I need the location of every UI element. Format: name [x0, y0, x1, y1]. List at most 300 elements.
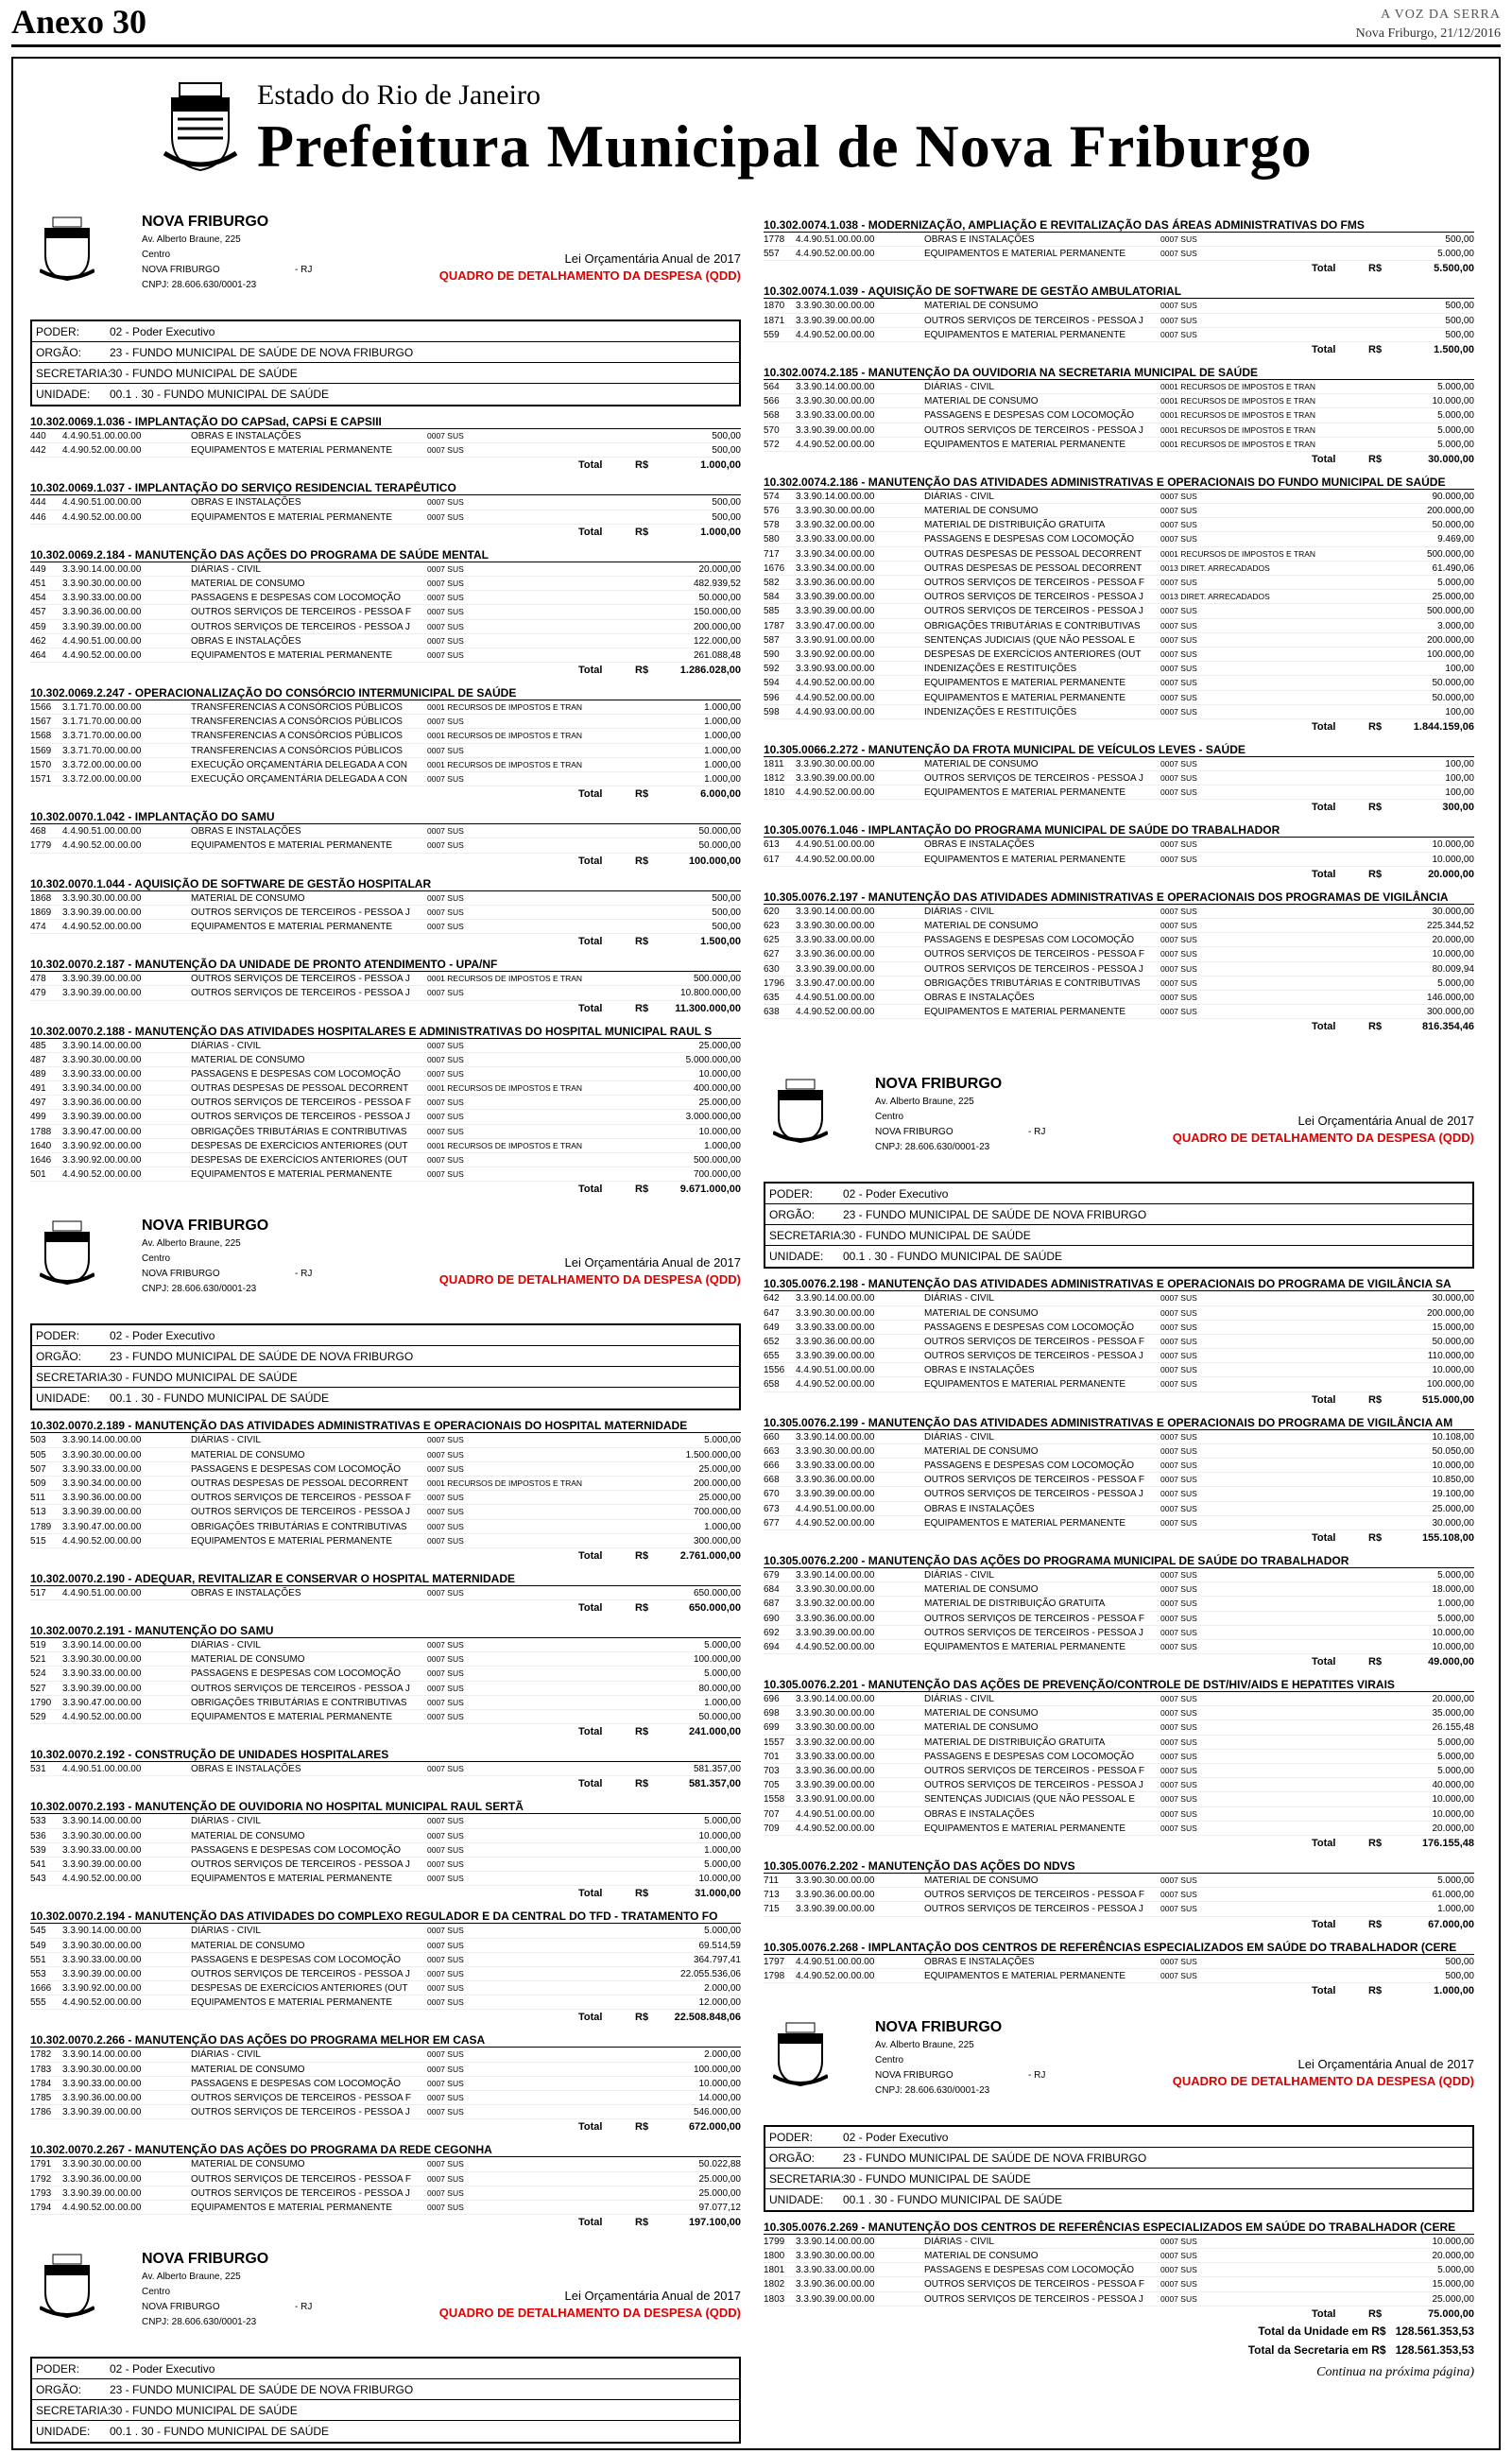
row-code: 4.4.90.52.00.00.00 — [796, 439, 875, 450]
org-district: Centro — [142, 2287, 171, 2298]
row-code: 3.1.71.70.00.00.00 — [62, 702, 142, 714]
row-source: 0007 SUS — [1160, 329, 1197, 339]
table-row — [30, 1039, 741, 1053]
table-row — [764, 705, 1474, 719]
total-value: 31.000,00 — [695, 1888, 741, 1900]
box-label-poder: PODER: — [769, 1187, 814, 1201]
total-value: 1.844.159,06 — [1413, 720, 1474, 733]
box-row-secretaria — [32, 2400, 739, 2421]
row-ficha: 509 — [30, 1478, 46, 1489]
org-district: Centro — [875, 2054, 904, 2065]
row-description: EQUIPAMENTOS E MATERIAL PERMANENTE — [924, 1641, 1125, 1652]
table-row — [764, 1377, 1474, 1391]
row-source: 0007 SUS — [1160, 1708, 1197, 1719]
program-title: 10.305.0076.2.269 - MANUTENÇÃO DOS CENTROS DE REFERÊNCIAS ESPECIALIZADOS EM SAÚDE DO TRABALHADOR (CERE — [764, 2220, 1474, 2235]
row-value: 500,00 — [1445, 301, 1474, 312]
row-ficha: 440 — [30, 431, 46, 441]
lei-orcamentaria: Lei Orçamentária Anual de 2017 — [1297, 2056, 1474, 2071]
program-block — [30, 2032, 741, 2134]
row-description: OUTROS SERVIÇOS DE TERCEIROS - PESSOA F — [924, 578, 1145, 588]
row-code: 4.4.90.52.00.00.00 — [796, 329, 875, 340]
row-description: MATERIAL DE CONSUMO — [191, 1449, 305, 1460]
row-description: EQUIPAMENTOS E MATERIAL PERMANENTE — [924, 854, 1125, 865]
table-row — [764, 919, 1474, 933]
program-title: 10.302.0074.2.186 - MANUTENÇÃO DAS ATIVIDADES ADMINISTRATIVAS E OPERACIONAIS DO FUNDO MUNICIPAL DE SAÚDE — [764, 475, 1474, 490]
row-description: MATERIAL DE CONSUMO — [924, 758, 1039, 769]
row-ficha: 711 — [764, 1875, 779, 1886]
row-code: 3.3.90.30.00.00.00 — [62, 892, 142, 904]
row-description: DIÁRIAS - CIVIL — [924, 1569, 994, 1581]
unit-info-box — [764, 1182, 1474, 1269]
table-row — [30, 824, 741, 838]
row-ficha: 1868 — [30, 892, 52, 904]
box-row-unidade — [32, 1388, 739, 1408]
annex-title: Anexo 30 — [11, 3, 146, 41]
row-code: 4.4.90.52.00.00.00 — [62, 649, 142, 661]
row-source: 0007 SUS — [427, 1874, 464, 1884]
program-total — [30, 1001, 741, 1016]
row-source: 0007 SUS — [427, 840, 464, 851]
row-value: 10.000,00 — [1432, 1794, 1474, 1806]
row-ficha: 555 — [30, 1997, 46, 2009]
row-value: 25.000,00 — [1432, 2293, 1474, 2305]
row-source: 0007 SUS — [427, 1764, 464, 1774]
row-value: 61.490,06 — [1432, 562, 1474, 574]
row-code: 4.4.90.52.00.00.00 — [62, 445, 142, 457]
table-row — [30, 1125, 741, 1139]
row-code: 3.3.90.36.00.00.00 — [796, 949, 875, 960]
row-description: TRANSFERENCIAS A CONSÓRCIOS PÚBLICOS — [191, 702, 403, 714]
row-code: 3.3.90.39.00.00.00 — [796, 315, 875, 326]
total-label: Total — [578, 459, 603, 472]
currency-label: R$ — [1368, 263, 1383, 275]
org-address: Av. Alberto Braune, 225 — [142, 234, 241, 245]
table-row — [30, 634, 741, 648]
org-name: NOVA FRIBURGO — [142, 1218, 269, 1235]
box-row-secretaria — [32, 363, 739, 384]
table-row — [764, 1473, 1474, 1487]
row-source: 0007 SUS — [427, 2202, 464, 2212]
row-source: 0007 SUS — [427, 2064, 464, 2074]
row-source: 0007 SUS — [1160, 634, 1197, 645]
row-description: EQUIPAMENTOS E MATERIAL PERMANENTE — [191, 445, 392, 457]
box-row-poder — [765, 2127, 1472, 2148]
row-code: 3.3.72.00.00.00.00 — [62, 774, 142, 785]
program-total — [30, 2119, 741, 2134]
row-value: 500,00 — [712, 431, 741, 441]
row-description: DIÁRIAS - CIVIL — [191, 563, 261, 575]
table-row — [30, 1652, 741, 1667]
row-value: 22.055.536,06 — [680, 1968, 741, 1979]
row-value: 500,00 — [712, 921, 741, 932]
table-row — [764, 947, 1474, 961]
row-value: 12.000,00 — [698, 1997, 741, 2009]
program-total — [764, 342, 1474, 357]
unit-info-box — [30, 2357, 741, 2444]
table-row — [30, 2157, 741, 2171]
row-source: 0007 SUS — [1160, 664, 1197, 674]
row-ficha: 592 — [764, 664, 780, 675]
row-description: DIÁRIAS - CIVIL — [191, 1640, 261, 1651]
org-cnpj: CNPJ: 28.606.630/0001-23 — [875, 2084, 990, 2096]
row-description: PASSAGENS E DESPESAS COM LOCOMOÇÃO — [924, 1460, 1135, 1471]
row-source: 0007 SUS — [427, 649, 464, 660]
total-unidade — [764, 2322, 1474, 2341]
row-ficha: 660 — [764, 1431, 780, 1443]
row-description: OUTROS SERVIÇOS DE TERCEIROS - PESSOA J — [191, 907, 410, 918]
box-label-orgao: ORGÃO: — [769, 1208, 816, 1222]
row-value: 30.000,00 — [1432, 1293, 1474, 1305]
box-label-unidade: UNIDADE: — [769, 1250, 824, 1264]
program-total — [30, 458, 741, 473]
program-block — [30, 1571, 741, 1616]
row-source: 0013 DIRET. ARRECADADOS — [1160, 592, 1270, 602]
row-ficha: 1571 — [30, 774, 52, 785]
row-value: 500,00 — [712, 907, 741, 918]
row-ficha: 584 — [764, 592, 780, 603]
row-ficha: 1812 — [764, 773, 785, 785]
total-value: 22.508.848,06 — [674, 2012, 741, 2024]
program-total — [764, 1392, 1474, 1408]
program-block — [30, 809, 741, 868]
row-ficha: 1778 — [764, 234, 785, 245]
table-row — [30, 1667, 741, 1681]
table-row — [30, 1939, 741, 1953]
row-code: 3.3.90.14.00.00.00 — [62, 1435, 142, 1446]
program-total — [30, 1886, 741, 1901]
row-source: 0007 SUS — [427, 1155, 464, 1165]
row-source: 0007 SUS — [1160, 1875, 1197, 1885]
row-code: 4.4.90.52.00.00.00 — [796, 1007, 875, 1018]
table-row — [764, 1969, 1474, 1983]
box-value-secretaria: 30 - FUNDO MUNICIPAL DE SAÚDE — [110, 1371, 298, 1385]
row-ficha: 635 — [764, 992, 780, 1003]
total-label: Total — [578, 1602, 603, 1615]
row-description: MATERIAL DE CONSUMO — [924, 2251, 1039, 2262]
row-value: 225.344,52 — [1426, 921, 1474, 931]
row-code: 3.3.90.30.00.00.00 — [796, 2251, 875, 2262]
row-code: 3.3.90.14.00.00.00 — [62, 563, 142, 575]
table-row — [30, 1081, 741, 1096]
total-label: Total — [578, 665, 603, 677]
total-value: 300,00 — [1442, 802, 1474, 814]
row-ficha: 696 — [764, 1694, 780, 1705]
row-code: 4.4.90.51.00.00.00 — [796, 1956, 875, 1967]
box-label-secretaria: SECRETARIA: — [36, 2404, 112, 2418]
row-ficha: 709 — [764, 1823, 780, 1834]
table-row — [764, 853, 1474, 867]
program-block — [764, 890, 1474, 1035]
row-code: 4.4.90.52.00.00.00 — [796, 854, 875, 865]
row-ficha: 444 — [30, 497, 46, 509]
currency-label: R$ — [1368, 453, 1383, 465]
table-row — [764, 1321, 1474, 1335]
total-value: 1.500,00 — [1434, 343, 1474, 355]
table-row — [30, 1829, 741, 1843]
row-value: 1.000,00 — [704, 731, 741, 742]
row-code: 3.3.90.33.00.00.00 — [796, 935, 875, 946]
lei-orcamentaria: Lei Orçamentária Anual de 2017 — [564, 2289, 741, 2304]
org-cnpj: CNPJ: 28.606.630/0001-23 — [142, 1284, 257, 1295]
box-row-orgao — [765, 1204, 1472, 1225]
row-code: 3.3.90.36.00.00.00 — [796, 2279, 875, 2290]
row-ficha: 570 — [764, 424, 780, 436]
row-description: OBRIGAÇÕES TRIBUTÁRIAS E CONTRIBUTIVAS — [924, 977, 1141, 989]
row-source: 0007 SUS — [427, 593, 464, 603]
program-title: 10.302.0070.2.188 - MANUTENÇÃO DAS ATIVIDADES HOSPITALARES E ADMINISTRATIVAS DO HOSPITAL MUNICIPAL RAUL S — [30, 1024, 741, 1039]
table-row — [764, 1955, 1474, 1969]
total-label: Total — [1312, 453, 1336, 465]
row-value: 500,00 — [712, 445, 741, 457]
box-row-orgao — [32, 2379, 739, 2400]
row-description: OBRAS E INSTALAÇÕES — [191, 497, 301, 509]
table-row — [30, 429, 741, 443]
box-value-orgao: 23 - FUNDO MUNICIPAL DE SAÚDE DE NOVA FRIBURGO — [843, 1208, 1147, 1222]
row-source: 0007 SUS — [427, 1654, 464, 1665]
row-code: 3.3.90.91.00.00.00 — [796, 1794, 875, 1806]
row-value: 1.000,00 — [704, 702, 741, 714]
table-row — [30, 1872, 741, 1886]
unit-info-box — [30, 1323, 741, 1410]
org-crest-icon — [40, 2253, 94, 2321]
row-source: 0007 SUS — [1160, 949, 1197, 959]
table-row — [764, 247, 1474, 261]
currency-label: R$ — [1368, 1984, 1383, 1996]
currency-label: R$ — [635, 2217, 649, 2229]
row-ficha: 705 — [764, 1780, 780, 1791]
row-code: 3.3.90.30.00.00.00 — [62, 2064, 142, 2075]
program-total — [764, 1983, 1474, 1998]
row-value: 1.000,00 — [704, 774, 741, 785]
row-description: EQUIPAMENTOS E MATERIAL PERMANENTE — [191, 649, 392, 661]
row-source: 0001 RECURSOS DE IMPOSTOS E TRAN — [427, 731, 583, 741]
row-ficha: 1784 — [30, 2078, 52, 2089]
row-code: 3.3.90.33.00.00.00 — [62, 1844, 142, 1856]
row-code: 3.3.90.91.00.00.00 — [796, 634, 875, 646]
row-description: TRANSFERENCIAS A CONSÓRCIOS PÚBLICOS — [191, 745, 403, 756]
total-value: 30.000,00 — [1428, 453, 1474, 465]
unit-info-box — [764, 2125, 1474, 2212]
row-code: 3.3.90.14.00.00.00 — [62, 1816, 142, 1827]
row-value: 500,00 — [1445, 1956, 1474, 1967]
row-ficha: 568 — [764, 410, 780, 422]
row-source: 0007 SUS — [427, 1830, 464, 1840]
prefeitura-name: Prefeitura Municipal de Nova Friburgo — [257, 112, 1313, 180]
org-uf: - RJ — [295, 265, 313, 275]
table-row — [30, 1534, 741, 1548]
org-uf: - RJ — [1028, 1127, 1046, 1138]
table-row — [764, 786, 1474, 800]
org-cnpj: CNPJ: 28.606.630/0001-23 — [142, 280, 257, 290]
row-value: 700.000,00 — [693, 1169, 741, 1181]
row-description: SENTENÇAS JUDICIAIS (QUE NÃO PESSOAL E — [924, 634, 1136, 646]
total-label: Total — [1312, 720, 1336, 733]
row-value: 50.000,00 — [1432, 1336, 1474, 1347]
box-value-secretaria: 30 - FUNDO MUNICIPAL DE SAÚDE — [110, 2404, 298, 2418]
row-value: 5.000,00 — [704, 1668, 741, 1680]
table-row — [30, 1967, 741, 1981]
box-label-poder: PODER: — [769, 2130, 814, 2144]
row-code: 3.3.90.33.00.00.00 — [62, 2078, 142, 2089]
row-source: 0007 SUS — [427, 1507, 464, 1517]
currency-label: R$ — [635, 1602, 649, 1615]
row-ficha: 613 — [764, 839, 780, 851]
row-description: MATERIAL DE CONSUMO — [924, 921, 1039, 931]
row-code: 3.3.90.39.00.00.00 — [62, 1112, 142, 1123]
table-row — [30, 700, 741, 715]
row-ficha: 1871 — [764, 315, 785, 326]
table-row — [764, 1792, 1474, 1806]
row-description: EQUIPAMENTOS E MATERIAL PERMANENTE — [924, 787, 1125, 799]
row-source: 0001 RECURSOS DE IMPOSTOS E TRAN — [1160, 439, 1316, 449]
row-source: 0007 SUS — [1160, 1694, 1197, 1704]
table-row — [30, 1505, 741, 1519]
row-description: PASSAGENS E DESPESAS COM LOCOMOÇÃO — [191, 1463, 402, 1475]
row-description: OBRAS E INSTALAÇÕES — [924, 1503, 1035, 1514]
row-source: 0007 SUS — [427, 1697, 464, 1707]
row-code: 3.3.90.14.00.00.00 — [796, 381, 875, 392]
total-label: Total — [1312, 1918, 1336, 1930]
program-total — [764, 1654, 1474, 1669]
program-block — [30, 480, 741, 539]
box-row-poder — [32, 321, 739, 342]
program-title: 10.302.0070.2.194 - MANUTENÇÃO DAS ATIVIDADES DO COMPLEXO REGULADOR E DA CENTRAL DO TFD - TRATAMENTO FO — [30, 1909, 741, 1924]
program-title: 10.302.0070.2.192 - CONSTRUÇÃO DE UNIDADES HOSPITALARES — [30, 1747, 741, 1762]
row-value: 110.000,00 — [1427, 1351, 1474, 1362]
table-row — [30, 1981, 741, 1996]
row-value: 15.000,00 — [1432, 1322, 1474, 1333]
city-crest-icon — [163, 79, 238, 174]
row-value: 50.000,00 — [1432, 520, 1474, 531]
row-value: 122.000,00 — [693, 635, 741, 647]
table-row — [764, 1736, 1474, 1750]
row-code: 3.3.90.39.00.00.00 — [796, 1780, 875, 1791]
row-value: 30.000,00 — [1432, 906, 1474, 917]
row-source: 0007 SUS — [1160, 249, 1197, 259]
box-value-orgao: 23 - FUNDO MUNICIPAL DE SAÚDE DE NOVA FRIBURGO — [843, 2151, 1147, 2165]
total-label: Total — [578, 855, 603, 867]
row-source: 0007 SUS — [427, 774, 464, 784]
row-description: EQUIPAMENTOS E MATERIAL PERMANENTE — [924, 678, 1125, 689]
row-description: OUTROS SERVIÇOS DE TERCEIROS - PESSOA J — [924, 963, 1143, 975]
row-value: 5.000,00 — [704, 1926, 741, 1937]
table-row — [30, 2172, 741, 2186]
program-title: 10.302.0070.2.193 - MANUTENÇÃO DE OUVIDORIA NO HOSPITAL MUNICIPAL RAUL SERTÃ — [30, 1799, 741, 1814]
row-value: 25.000,00 — [698, 1463, 741, 1475]
right-column — [764, 210, 1474, 2380]
table-row — [764, 838, 1474, 852]
program-list — [764, 217, 1474, 1034]
row-value: 10.000,00 — [698, 1068, 741, 1080]
currency-label: R$ — [1368, 868, 1383, 880]
row-ficha: 491 — [30, 1083, 46, 1095]
row-source: 0007 SUS — [427, 578, 464, 588]
org-name: NOVA FRIBURGO — [875, 1076, 1003, 1093]
row-source: 0007 SUS — [427, 1668, 464, 1679]
row-ficha: 1803 — [764, 2293, 785, 2305]
row-value: 25.000,00 — [698, 2187, 741, 2199]
row-description: EQUIPAMENTOS E MATERIAL PERMANENTE — [191, 2202, 392, 2213]
row-description: EQUIPAMENTOS E MATERIAL PERMANENTE — [924, 1517, 1125, 1529]
total-value: 515.000,00 — [1421, 1393, 1474, 1406]
total-label: Total — [1312, 263, 1336, 275]
row-source: 0007 SUS — [1160, 1808, 1197, 1819]
total-value: 155.108,00 — [1421, 1531, 1474, 1544]
row-source: 0007 SUS — [1160, 1794, 1197, 1805]
row-ficha: 1798 — [764, 1970, 785, 1981]
row-description: OUTROS SERVIÇOS DE TERCEIROS - PESSOA F — [924, 1890, 1145, 1901]
row-value: 1.000,00 — [1437, 1904, 1474, 1915]
row-source: 0007 SUS — [427, 635, 464, 646]
row-ficha: 1793 — [30, 2187, 52, 2199]
newspaper-header — [11, 4, 1501, 47]
row-description: OUTROS SERVIÇOS DE TERCEIROS - PESSOA F — [191, 2173, 412, 2185]
row-source: 0007 SUS — [1160, 506, 1197, 516]
program-block — [764, 2220, 1474, 2322]
row-ficha: 1779 — [30, 840, 52, 852]
total-value: 9.671.000,00 — [679, 1184, 741, 1196]
row-code: 3.3.90.33.00.00.00 — [796, 410, 875, 422]
program-title: 10.302.0070.1.042 - IMPLANTAÇÃO DO SAMU — [30, 809, 741, 824]
row-value: 30.000,00 — [1432, 1517, 1474, 1529]
row-ficha: 505 — [30, 1449, 46, 1460]
row-code: 4.4.90.52.00.00.00 — [796, 1379, 875, 1391]
row-code: 4.4.90.51.00.00.00 — [62, 1587, 142, 1599]
row-source: 0007 SUS — [1160, 648, 1197, 659]
row-value: 50.000,00 — [698, 593, 741, 604]
program-block — [30, 1799, 741, 1901]
program-block — [764, 742, 1474, 816]
org-city: NOVA FRIBURGO — [142, 265, 220, 275]
row-description: OUTROS SERVIÇOS DE TERCEIROS - PESSOA F — [191, 1097, 412, 1109]
row-ficha: 511 — [30, 1493, 45, 1504]
row-code: 4.4.90.51.00.00.00 — [62, 497, 142, 509]
program-total — [30, 854, 741, 869]
row-description: OBRIGAÇÕES TRIBUTÁRIAS E CONTRIBUTIVAS — [191, 1126, 407, 1137]
row-value: 5.000,00 — [1437, 977, 1474, 989]
table-row — [30, 729, 741, 743]
row-ficha: 454 — [30, 593, 46, 604]
row-code: 3.3.90.33.00.00.00 — [62, 1068, 142, 1080]
program-block — [764, 1276, 1474, 1407]
org-header — [30, 2247, 741, 2353]
row-source: 0007 SUS — [1160, 620, 1197, 631]
table-row — [30, 591, 741, 605]
currency-label: R$ — [1368, 1918, 1383, 1930]
row-code: 3.3.90.34.00.00.00 — [796, 548, 875, 560]
box-value-secretaria: 30 - FUNDO MUNICIPAL DE SAÚDE — [843, 2171, 1031, 2186]
row-value: 10.000,00 — [1432, 949, 1474, 960]
row-source: 0007 SUS — [1160, 1445, 1197, 1456]
currency-label: R$ — [635, 459, 649, 472]
row-value: 500,00 — [712, 511, 741, 523]
row-description: OUTROS SERVIÇOS DE TERCEIROS - PESSOA J — [924, 606, 1143, 617]
program-title: 10.302.0069.1.036 - IMPLANTAÇÃO DO CAPSad, CAPSi E CAPSIII — [30, 414, 741, 429]
row-code: 3.3.90.30.00.00.00 — [796, 506, 875, 517]
row-source: 0007 SUS — [1160, 1599, 1197, 1609]
table-row — [30, 1067, 741, 1081]
row-description: PASSAGENS E DESPESAS COM LOCOMOÇÃO — [191, 2078, 402, 2089]
row-description: TRANSFERENCIAS A CONSÓRCIOS PÚBLICOS — [191, 731, 403, 742]
table-row — [764, 1778, 1474, 1792]
row-source: 0001 RECURSOS DE IMPOSTOS E TRAN — [1160, 396, 1316, 406]
row-source: 0007 SUS — [1160, 578, 1197, 587]
row-ficha: 652 — [764, 1336, 780, 1347]
row-source: 0007 SUS — [427, 1683, 464, 1693]
row-code: 3.3.90.39.00.00.00 — [796, 1489, 875, 1500]
total-value: 241.000,00 — [688, 1726, 741, 1738]
table-row — [30, 1053, 741, 1067]
